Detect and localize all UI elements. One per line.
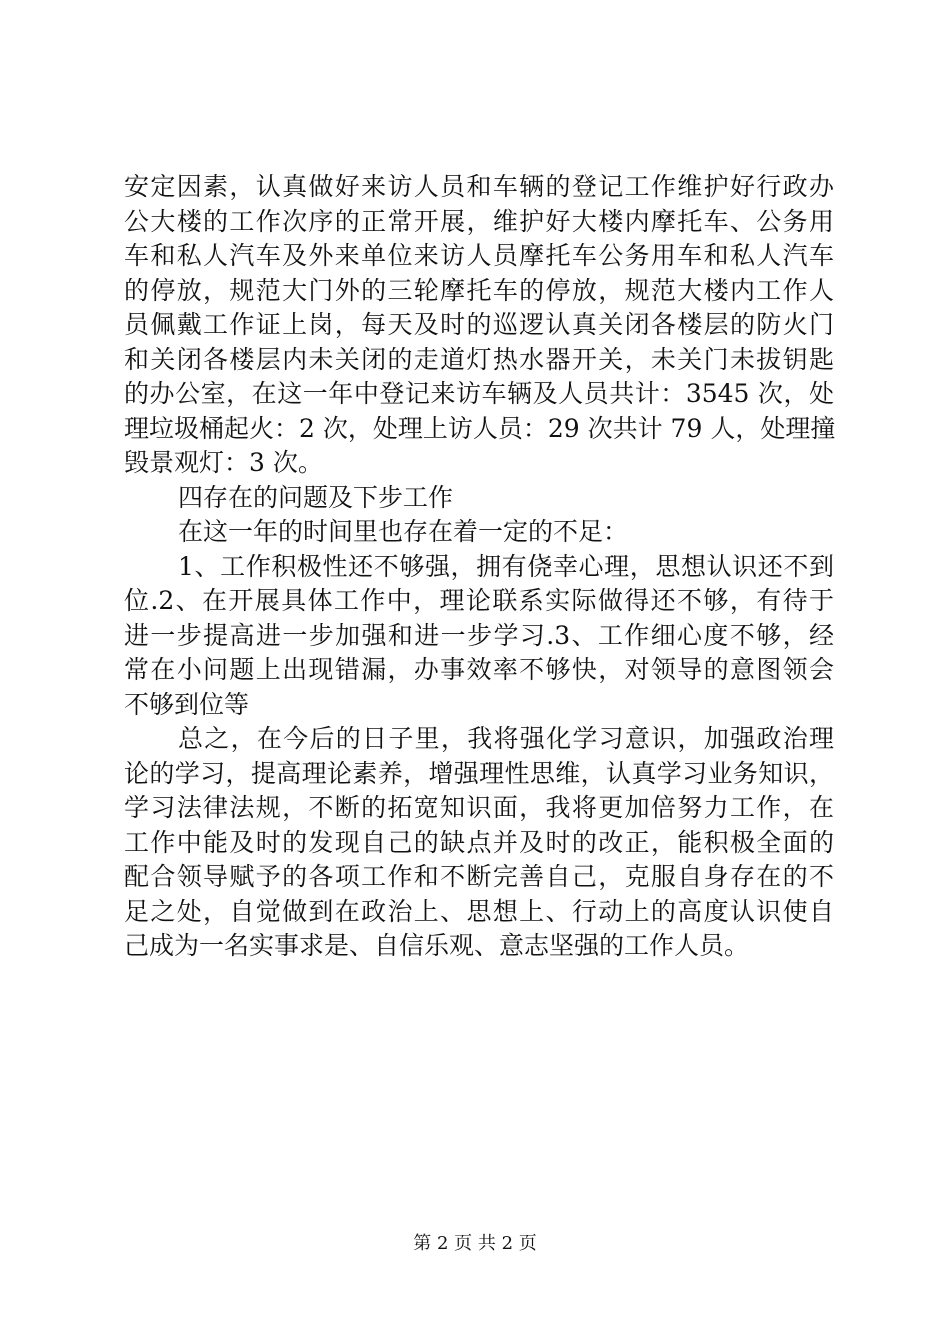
text-line: 常在小问题上出现错漏，办事效率不够快，对领导的意图领会 — [124, 655, 834, 684]
text-line: 和关闭各楼层内未关闭的走道灯热水器开关，未关门未拔钥匙 — [124, 344, 834, 374]
paragraph — [124, 550, 834, 723]
paragraph — [124, 481, 834, 516]
text-line: 总之，在今后的日子里，我将强化学习意识，加强政治理 — [178, 724, 834, 753]
paragraph — [124, 722, 834, 964]
page-footer: 第 2 页 共 2 页 — [413, 1233, 537, 1254]
text-line: 己成为一名实事求是、自信乐观、意志坚强的工作人员。 — [124, 931, 750, 960]
text-line: 在这一年的时间里也存在着一定的不足： — [178, 517, 629, 546]
paragraph — [124, 515, 834, 550]
paragraph — [124, 170, 834, 481]
text-line: 足之处，自觉做到在政治上、思想上、行动上的高度认识使自 — [124, 896, 834, 926]
text-line: 工作中能及时的发现自己的缺点并及时的改正，能积极全面的 — [124, 827, 834, 857]
text-line: 论的学习，提高理论素养，增强理性思维，认真学习业务知识， — [124, 758, 834, 788]
text-line: 的停放，规范大门外的三轮摩托车的停放，规范大楼内工作人 — [124, 275, 834, 305]
text-line: 的办公室，在这一年中登记来访车辆及人员共计：3545 次，处 — [124, 379, 834, 408]
text-line: 学习法律法规，不断的拓宽知识面，我将更加倍努力工作，在 — [124, 793, 834, 822]
text-line: 位.2、在开展具体工作中，理论联系实际做得还不够，有待于 — [124, 586, 834, 615]
text-line: 不够到位等 — [124, 689, 250, 719]
text-line: 进一步提高进一步加强和进一步学习.3、工作细心度不够，经 — [124, 620, 834, 650]
text-line: 配合领导赋予的各项工作和不断完善自己，克服自身存在的不 — [124, 862, 834, 891]
document-body — [124, 170, 834, 964]
text-line: 1、工作积极性还不够强，拥有侥幸心理，思想认识还不到 — [178, 551, 834, 581]
text-line: 毁景观灯：3 次。 — [124, 448, 323, 477]
text-line: 四存在的问题及下步工作 — [178, 482, 454, 512]
text-line: 员佩戴工作证上岗，每天及时的巡逻认真关闭各楼层的防火门 — [124, 310, 834, 339]
text-line: 公大楼的工作次序的正常开展，维护好大楼内摩托车、公务用 — [124, 206, 834, 236]
text-line: 车和私人汽车及外来单位来访人员摩托车公务用车和私人汽车 — [124, 241, 834, 270]
text-line: 理垃圾桶起火：2 次，处理上访人员：29 次共计 79 人，处理撞 — [124, 413, 836, 443]
text-line: 安定因素，认真做好来访人员和车辆的登记工作维护好行政办 — [124, 172, 834, 201]
